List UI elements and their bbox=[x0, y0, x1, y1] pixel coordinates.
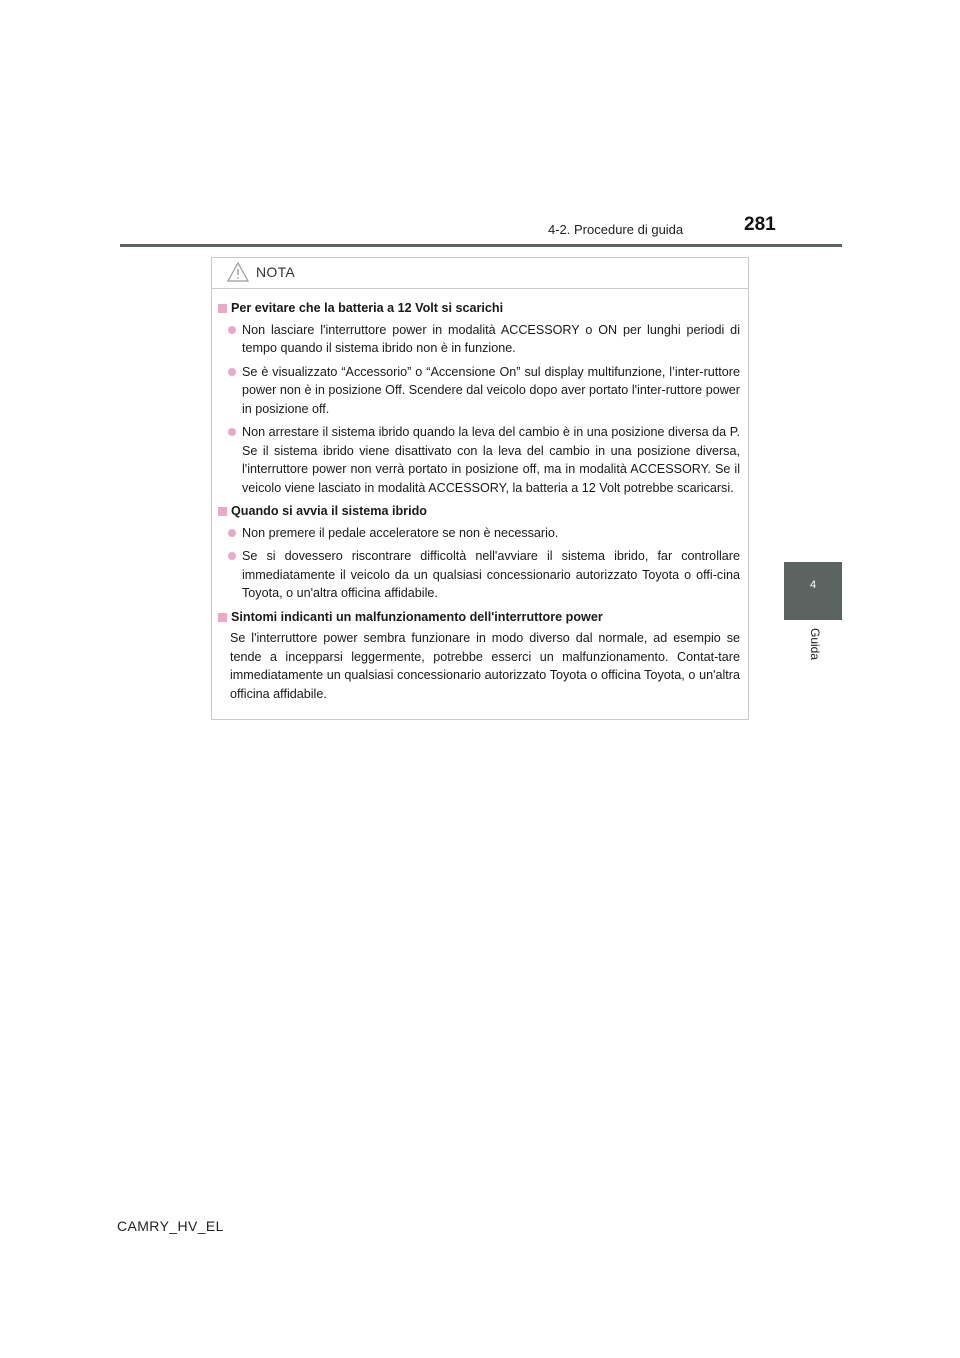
bullet-text: Non premere il pedale acceleratore se non è necessario. bbox=[242, 525, 559, 540]
page-number: 281 bbox=[744, 214, 776, 235]
section-paragraph: Se l'interruttore power sembra funzionare in modo diverso dal normale, ad esempio se tende a incepparsi leggermente, potrebbe esserci un malfunzionamento. Contat-tare immediatamente un qualsiasi concessionario autorizzato Toyota o officina Toyota, o un'altra officina affidabile. bbox=[230, 631, 740, 701]
round-bullet-icon bbox=[228, 428, 236, 436]
section-heading bbox=[218, 299, 740, 318]
bullet-text: Se è visualizzato “Accessorio” o “Accensione On” sul display multifunzione, l’inter-ruttore power non è in posizione Off. Scendere dal veicolo dopo aver portato l'inter-ruttore power in posizione off. bbox=[242, 364, 740, 416]
round-bullet-icon bbox=[228, 529, 236, 537]
section-heading-text: Quando si avvia il sistema ibrido bbox=[231, 504, 427, 518]
square-bullet-icon bbox=[218, 304, 227, 313]
section-heading bbox=[218, 608, 740, 627]
round-bullet-icon bbox=[228, 552, 236, 560]
square-bullet-icon bbox=[218, 507, 227, 516]
bullet-item bbox=[228, 524, 740, 543]
document-code: CAMRY_HV_EL bbox=[117, 1218, 224, 1234]
bullet-text: Se si dovessero riscontrare difficoltà nell'avviare il sistema ibrido, far controllare immediatamente il veicolo da un qualsiasi concessionario autorizzato Toyota o offi-cina Toyota, o un'altra officina affidabile. bbox=[242, 549, 740, 600]
section-heading bbox=[218, 502, 740, 521]
bullet-text: Non arrestare il sistema ibrido quando la leva del cambio è in una posizione diversa da P. Se il sistema ibrido viene disattivato con la leva del cambio in una posizione diversa, l'interruttore power non verrà portato in posizione off, ma in modalità ACCESSORY. Se il veicolo viene lasciato in modalità ACCESSORY, la batteria a 12 Volt potrebbe scaricarsi. bbox=[242, 425, 740, 495]
nota-body bbox=[212, 289, 748, 703]
chapter-tab: 4 bbox=[784, 562, 842, 620]
nota-header bbox=[212, 258, 748, 289]
nota-box bbox=[211, 257, 749, 720]
header-section-title: 4-2. Procedure di guida bbox=[548, 222, 684, 237]
bullet-item bbox=[228, 423, 740, 497]
bullet-item bbox=[228, 547, 740, 603]
bullet-item bbox=[228, 321, 740, 358]
nota-title: NOTA bbox=[256, 264, 296, 280]
round-bullet-icon bbox=[228, 368, 236, 376]
chapter-label: Guida bbox=[808, 628, 822, 661]
section-heading-text: Sintomi indicanti un malfunzionamento dell'interruttore power bbox=[231, 609, 603, 624]
round-bullet-icon bbox=[228, 326, 236, 334]
header-divider bbox=[120, 244, 842, 247]
bullet-text: Non lasciare l'interruttore power in modalità ACCESSORY o ON per lunghi periodi di tempo quando il sistema ibrido non è in funzione. bbox=[242, 322, 740, 355]
square-bullet-icon bbox=[218, 613, 227, 622]
section-heading-text: Per evitare che la batteria a 12 Volt si scarichi bbox=[231, 301, 504, 315]
bullet-item bbox=[228, 363, 740, 419]
warning-triangle-icon bbox=[226, 261, 250, 283]
